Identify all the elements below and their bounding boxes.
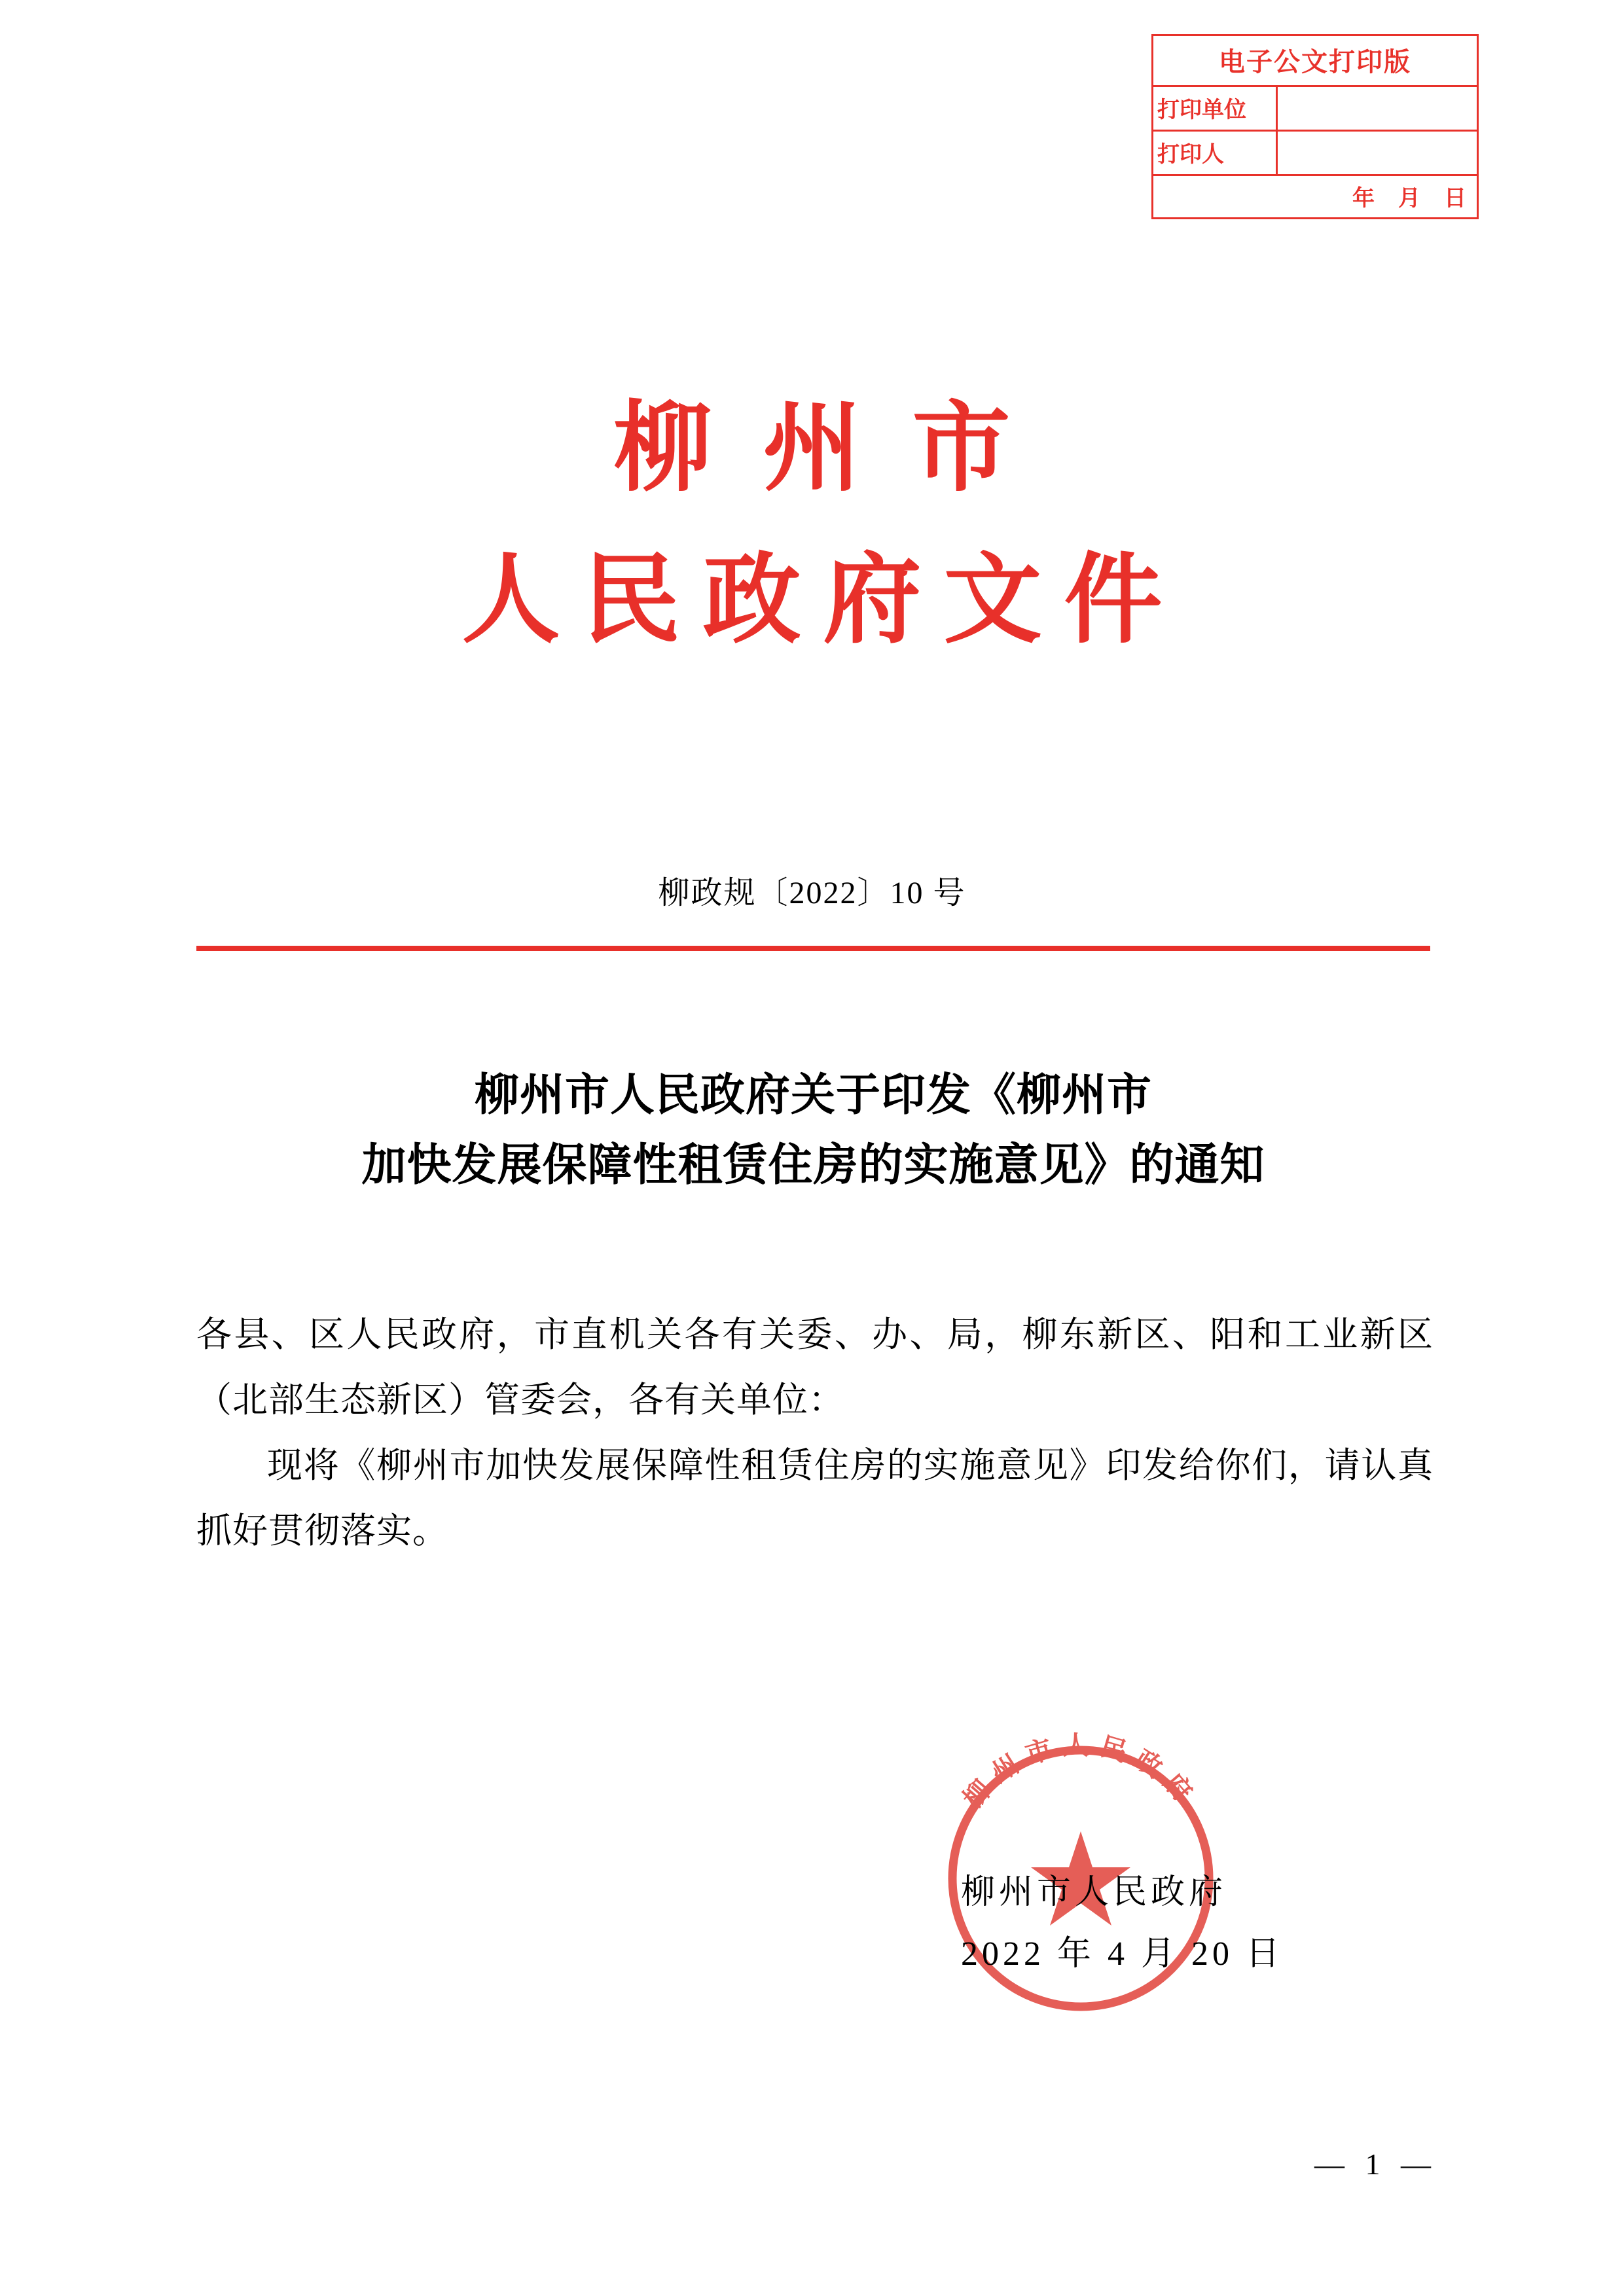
signature-block — [961, 1862, 1284, 1984]
print-unit-value[interactable] — [1278, 87, 1477, 130]
print-person-row — [1153, 132, 1477, 176]
print-unit-label: 打印单位 — [1153, 87, 1278, 130]
print-stamp-title: 电子公文打印版 — [1219, 48, 1411, 77]
print-unit-row — [1153, 87, 1477, 132]
print-year-label: 年 — [1352, 186, 1375, 211]
document-number: 柳政规〔2022〕10 号 — [658, 876, 966, 910]
print-date-row — [1153, 176, 1477, 217]
svg-text:柳州市人民政府: 柳州市人民政府 — [958, 1731, 1204, 1814]
signature-issuer: 柳州市人民政府 — [960, 1874, 1227, 1911]
print-month-label: 月 — [1398, 186, 1420, 211]
page-number: — 1 — — [1314, 2147, 1437, 2181]
red-divider-rule — [196, 946, 1430, 951]
signature-date: 2022 年 4 月 20 日 — [960, 1935, 1284, 1973]
document-body — [196, 1302, 1434, 1564]
print-stamp-title-row — [1153, 36, 1477, 87]
print-person-label: 打印人 — [1153, 132, 1278, 174]
masthead — [0, 393, 1624, 667]
body-recipients: 各县、区人民政府，市直机关各有关委、办、局，柳东新区、阳和工业新区（北部生态新区）管委会，各有关单位： — [196, 1315, 1434, 1420]
print-person-value[interactable] — [1278, 132, 1477, 174]
masthead-line-1: 柳州市 — [613, 395, 1062, 503]
print-stamp-box — [1151, 34, 1479, 219]
body-paragraph-1: 现将《柳州市加快发展保障性租赁住房的实施意见》印发给你们，请认真抓好贯彻落实。 — [196, 1445, 1434, 1551]
print-day-label: 日 — [1444, 186, 1466, 211]
page-title — [196, 1060, 1430, 1201]
masthead-line-2: 人民政府文件 — [461, 546, 1185, 655]
page-title-line-2: 加快发展保障性租赁住房的实施意见》的通知 — [361, 1140, 1265, 1191]
print-date-fields — [1153, 176, 1477, 217]
page-title-line-1: 柳州市人民政府关于印发《柳州市 — [474, 1070, 1152, 1120]
